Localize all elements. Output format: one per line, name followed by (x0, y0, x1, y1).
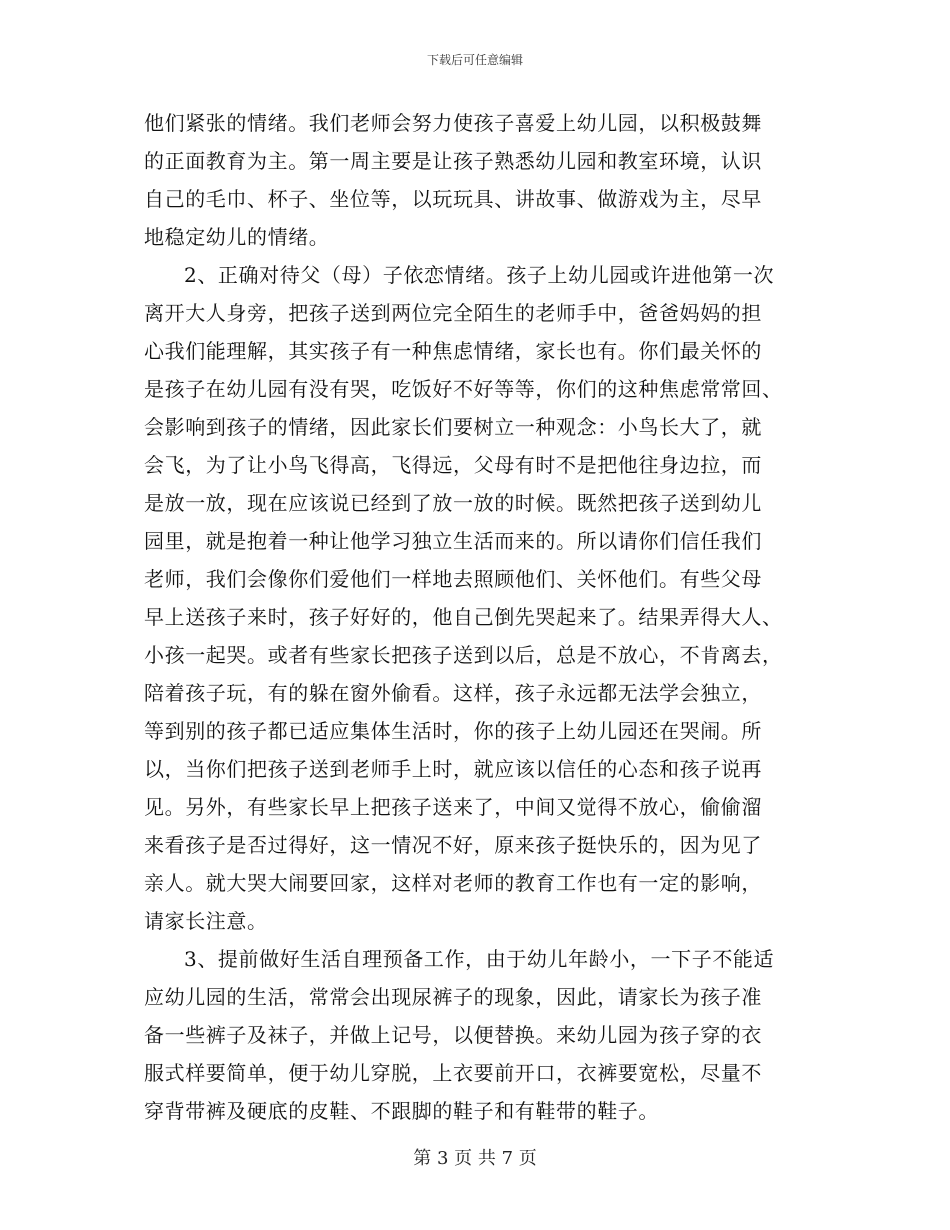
text-line: 等到别的孩子都已适应集体生活时，你的孩子上幼儿园还在哭闹。所 (144, 719, 762, 743)
text-line: 离开大人身旁，把孩子送到两位完全陌生的老师手中，爸爸妈妈的担 (144, 301, 762, 325)
text-line: 他们紧张的情绪。我们老师会努力使孩子喜爱上幼儿园，以积极鼓舞 (144, 111, 762, 135)
text-line: 来看孩子是否过得好，这一情况不好，原来孩子挺快乐的，因为见了 (144, 833, 762, 857)
paragraph (144, 256, 810, 940)
text-line: 以，当你们把孩子送到老师手上时，就应该以信任的心态和孩子说再 (144, 757, 762, 781)
text-line: 服式样要简单，便于幼儿穿脱，上衣要前开口，衣裤要宽松，尽量不 (144, 1061, 762, 1085)
text-line: 是放一放，现在应该说已经到了放一放的时候。既然把孩子送到幼儿 (144, 491, 762, 515)
text-line: 备一些裤子及袜子，并做上记号，以便替换。来幼儿园为孩子穿的衣 (144, 1023, 762, 1047)
text-line: 穿背带裤及硬底的皮鞋、不跟脚的鞋子和有鞋带的鞋子。 (144, 1099, 659, 1123)
text-line: 会影响到孩子的情绪，因此家长们要树立一种观念：小鸟长大了，就 (144, 415, 762, 439)
text-line: 园里，就是抱着一种让他学习独立生活而来的。所以请你们信任我们 (144, 529, 762, 553)
text-line: 3、提前做好生活自理预备工作，由于幼儿年龄小，一下子不能适 (184, 947, 775, 971)
text-line: 老师，我们会像你们爱他们一样地去照顾他们、关怀他们。有些父母 (144, 567, 762, 591)
text-line: 陪着孩子玩，有的躲在窗外偷看。这样，孩子永远都无法学会独立， (144, 681, 762, 705)
text-line: 见。另外，有些家长早上把孩子送来了，中间又觉得不放心，偷偷溜 (144, 795, 762, 819)
text-line: 应幼儿园的生活，常常会出现尿裤子的现象，因此，请家长为孩子准 (144, 985, 762, 1009)
text-line: 会飞，为了让小鸟飞得高，飞得远，父母有时不是把他往身边拉，而 (144, 453, 762, 477)
text-line: 是孩子在幼儿园有没有哭，吃饭好不好等等，你们的这种焦虑常常回、 (144, 377, 783, 401)
text-line: 请家长注意。 (144, 909, 268, 933)
text-line: 小孩一起哭。或者有些家长把孩子送到以后，总是不放心，不肯离去， (144, 643, 783, 667)
text-line: 亲人。就大哭大闹要回家，这样对老师的教育工作也有一定的影响， (144, 871, 762, 895)
text-line: 自己的毛巾、杯子、坐位等，以玩玩具、讲故事、做游戏为主，尽早 (144, 187, 762, 211)
page-header: 下载后可任意编辑 (426, 53, 523, 67)
paragraph (144, 104, 810, 256)
document-body (144, 104, 810, 1130)
text-line: 地稳定幼儿的情绪。 (144, 225, 330, 249)
text-line: 的正面教育为主。第一周主要是让孩子熟悉幼儿园和教室环境，认识 (144, 149, 762, 173)
text-line: 心我们能理解，其实孩子有一种焦虑情绪，家长也有。你们最关怀的 (144, 339, 762, 363)
paragraph (144, 940, 810, 1130)
text-line: 早上送孩子来时，孩子好好的，他自己倒先哭起来了。结果弄得大人、 (144, 605, 783, 629)
page-number-footer: 第 3 页 共 7 页 (413, 1148, 537, 1169)
text-line: 2、正确对待父（母）子依恋情绪。孩子上幼儿园或许进他第一次 (184, 263, 775, 287)
